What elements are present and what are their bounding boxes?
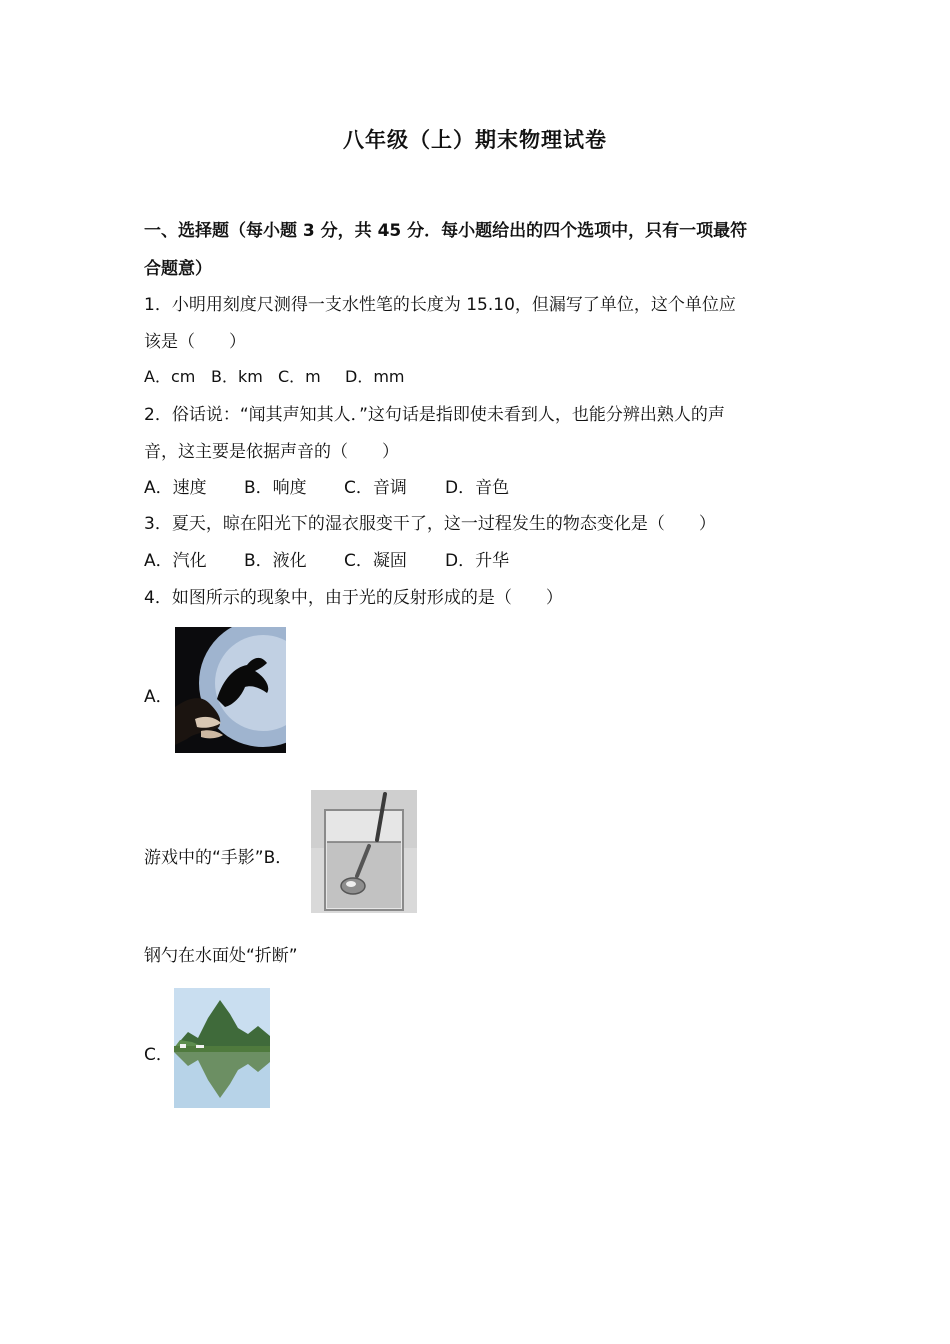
question-2-line2: 音，这主要是依据声音的（ ） bbox=[144, 442, 399, 462]
q1-option-d[interactable]: D．mm bbox=[345, 367, 405, 386]
q1-option-c[interactable]: C．m bbox=[278, 367, 321, 386]
q2-option-a[interactable]: A．速度 bbox=[144, 478, 207, 498]
question-3-options bbox=[144, 546, 509, 571]
q4-choice-a-caption: 游戏中的“手影” bbox=[144, 848, 264, 868]
question-2-line1: 2．俗话说：“闻其声知其人．”这句话是指即使未看到人，也能分辨出熟人的声 bbox=[144, 405, 725, 425]
q4-choice-c-label[interactable]: C． bbox=[144, 1045, 173, 1065]
q2-option-b[interactable]: B．响度 bbox=[244, 478, 307, 498]
q1-option-b[interactable]: B．km bbox=[211, 367, 263, 386]
spoon-in-water-image bbox=[311, 790, 417, 913]
question-1-options bbox=[144, 364, 405, 387]
q3-option-c[interactable]: C．凝固 bbox=[344, 551, 407, 571]
q3-option-d[interactable]: D．升华 bbox=[445, 551, 510, 571]
q4-choice-a-caption-row bbox=[144, 843, 292, 868]
hand-shadow-image bbox=[175, 627, 286, 753]
question-1-line2: 该是（ ） bbox=[144, 332, 246, 352]
q3-option-b[interactable]: B．液化 bbox=[244, 551, 307, 571]
page-title: 八年级（上）期末物理试卷 bbox=[343, 128, 607, 152]
question-1-line1: 1．小明用刻度尺测得一支水性笔的长度为 15.10，但漏写了单位，这个单位应 bbox=[144, 295, 736, 315]
q4-choice-b-label[interactable]: B． bbox=[263, 848, 293, 868]
question-3-line1: 3．夏天，晾在阳光下的湿衣服变干了，这一过程发生的物态变化是（ ） bbox=[144, 514, 716, 534]
question-2-options bbox=[144, 473, 509, 498]
q4-choice-a-label[interactable]: A． bbox=[144, 687, 173, 707]
mountain-reflection-image bbox=[174, 988, 270, 1108]
question-4-line1: 4．如图所示的现象中，由于光的反射形成的是（ ） bbox=[144, 588, 563, 608]
q3-option-a[interactable]: A．汽化 bbox=[144, 551, 207, 571]
section-heading-line2: 合题意） bbox=[144, 259, 212, 279]
section-heading-line1: 一、选择题（每小题 3 分，共 45 分．每小题给出的四个选项中，只有一项最符 bbox=[144, 221, 748, 241]
q2-option-d[interactable]: D．音色 bbox=[445, 478, 510, 498]
q1-option-a[interactable]: A．cm bbox=[144, 367, 196, 386]
q4-choice-b-caption: 钢勺在水面处“折断” bbox=[144, 946, 298, 966]
q2-option-c[interactable]: C．音调 bbox=[344, 478, 407, 498]
